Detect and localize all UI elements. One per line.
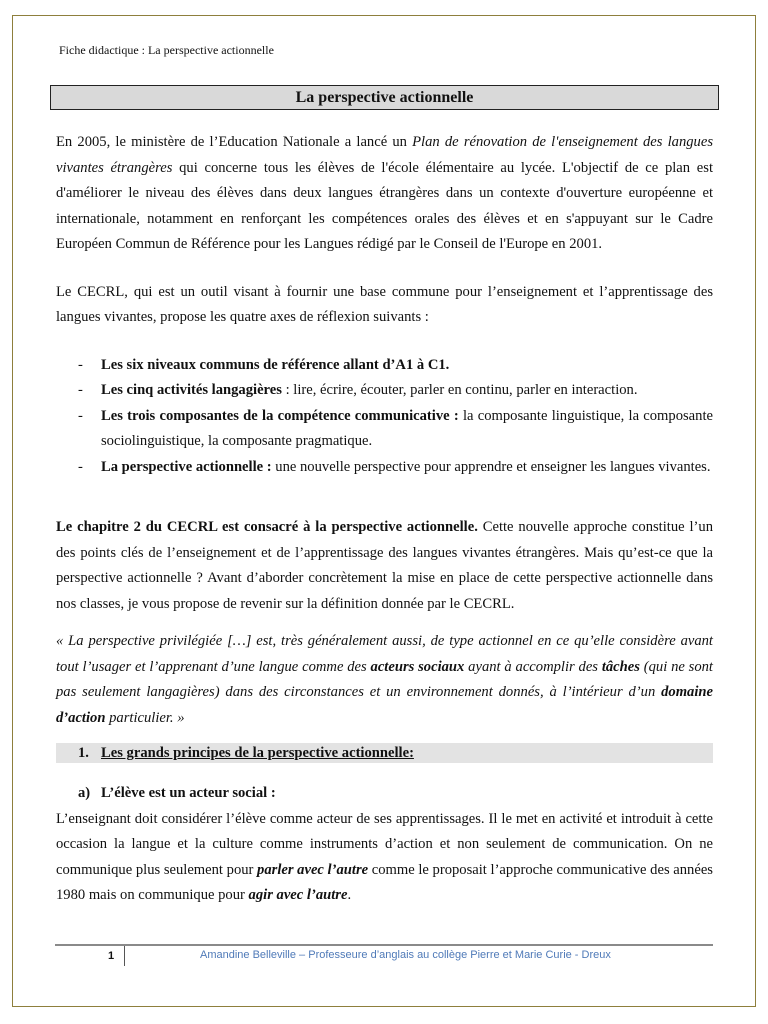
emphasis: parler avec l’autre — [257, 861, 369, 878]
text-run: comme le proposait l’approche communicative des années 1980 mais on communique pour — [56, 861, 713, 903]
list-item: - Les trois composantes de la compétence communicative : la composante linguistique, la composante sociolinguistique, la composante pragmatique. — [78, 407, 713, 449]
text-run: « La perspective privilégiée […] est, très généralement aussi, de type actionnel en ce qu’elle considère avant tout l’usager et l’apprenant d’une langue comme des — [56, 633, 713, 675]
axis-text: la composante linguistique, la composante sociolinguistique, la composante pragmatique. — [101, 407, 713, 449]
text-run: qui concerne tous les élèves de l'école élémentaire au lycée. L'objectif de ce plan est d'améliorer le niveau des élèves dans deux langues étrangères dans un contexte d'ouverture européenne et internationale, notamment en renforçant les compétences orales des élèves et en s'appuyant sur le Cadre Européen Commun de Référence pour les Langues rédigé par le Conseil de l'Europe en 2001. — [56, 159, 713, 252]
page-number-separator — [124, 946, 125, 966]
cecrl-paragraph: Le CECRL, qui est un outil visant à fournir une base commune pour l’enseignement et l’apprentissage des langues vivantes, propose les quatre axes de réflexion suivants : — [56, 283, 713, 325]
document-body — [56, 130, 713, 909]
text-run: (qui ne sont pas seulement langagières) dans des circonstances et un environnement donnés, à l’intérieur d’un — [56, 658, 713, 700]
list-item: - La perspective actionnelle : une nouvelle perspective pour apprendre et enseigner les langues vivantes. — [78, 458, 711, 475]
chapter-lead: Le chapitre 2 du CECRL est consacré à la perspective actionnelle. — [56, 519, 478, 535]
text-run: particulier. » — [105, 709, 185, 726]
axis-title: Les six niveaux communs de référence allant d’A1 à C1. — [101, 356, 450, 373]
subsection-label: a) — [78, 785, 91, 801]
footer-author: Amandine Belleville – Professeure d’anglais au collège Pierre et Marie Curie - Dreux — [200, 949, 611, 961]
list-item: - Les cinq activités langagières : lire, écrire, écouter, parler en continu, parler en interaction. — [78, 382, 638, 398]
axis-text: : lire, écrire, écouter, parler en continu, parler en interaction. — [281, 382, 638, 398]
page-title: La perspective actionnelle — [50, 85, 719, 110]
chapter-paragraph — [56, 515, 713, 617]
running-header: Fiche didactique : La perspective actionnelle — [59, 43, 274, 57]
quote-emphasis: tâches — [601, 658, 640, 675]
actor-paragraph — [56, 807, 713, 909]
axis-title: La perspective actionnelle : — [101, 458, 272, 475]
axis-title: Les cinq activités langagières — [101, 382, 282, 398]
section-number: 1. — [78, 745, 89, 761]
intro-paragraph — [56, 130, 713, 258]
cecrl-quote — [56, 629, 713, 731]
axis-text: une nouvelle perspective pour apprendre et enseigner les langues vivantes. — [271, 458, 711, 475]
text-run: L’enseignant doit considérer l’élève comme acteur de ses apprentissages. Il le met en activité et introduit à cette occasion la langue et la culture comme instruments d’action et non seulement de communication. On ne communique plus seulement pour — [56, 810, 713, 878]
axes-list — [56, 353, 713, 481]
text-run: ayant à accomplir des — [464, 658, 602, 675]
footer-rule — [55, 944, 713, 946]
quote-emphasis: acteurs sociaux — [370, 658, 465, 675]
section-heading — [56, 743, 713, 763]
text-run: . — [347, 887, 352, 903]
section-title: Les grands principes de la perspective actionnelle: — [101, 745, 414, 761]
text-run: En 2005, le ministère de l’Education Nationale a lancé un — [56, 134, 413, 150]
axis-title: Les trois composantes de la compétence communicative : — [101, 407, 459, 424]
emphasis: agir avec l’autre — [248, 887, 348, 903]
list-item: - Les six niveaux communs de référence allant d’A1 à C1. — [78, 356, 450, 373]
subsection-heading — [56, 781, 713, 807]
page-number: 1 — [108, 950, 115, 962]
plan-title: Plan de rénovation de l'enseignement des langues vivantes étrangères — [56, 134, 713, 176]
subsection-title: L’élève est un acteur social : — [101, 785, 276, 801]
quote-emphasis: domaine d’action — [56, 684, 713, 726]
text-run: Cette nouvelle approche constitue l’un des points clés de l’enseignement et de l’apprentissage des langues vivantes étrangères. Mais qu’est-ce que la perspective actionnelle ? Avant d’aborder concrètement la mise en place de cette perspective actionnelle dans nos classes, je vous propose de revenir sur la définition donnée par le CECRL. — [56, 519, 713, 612]
